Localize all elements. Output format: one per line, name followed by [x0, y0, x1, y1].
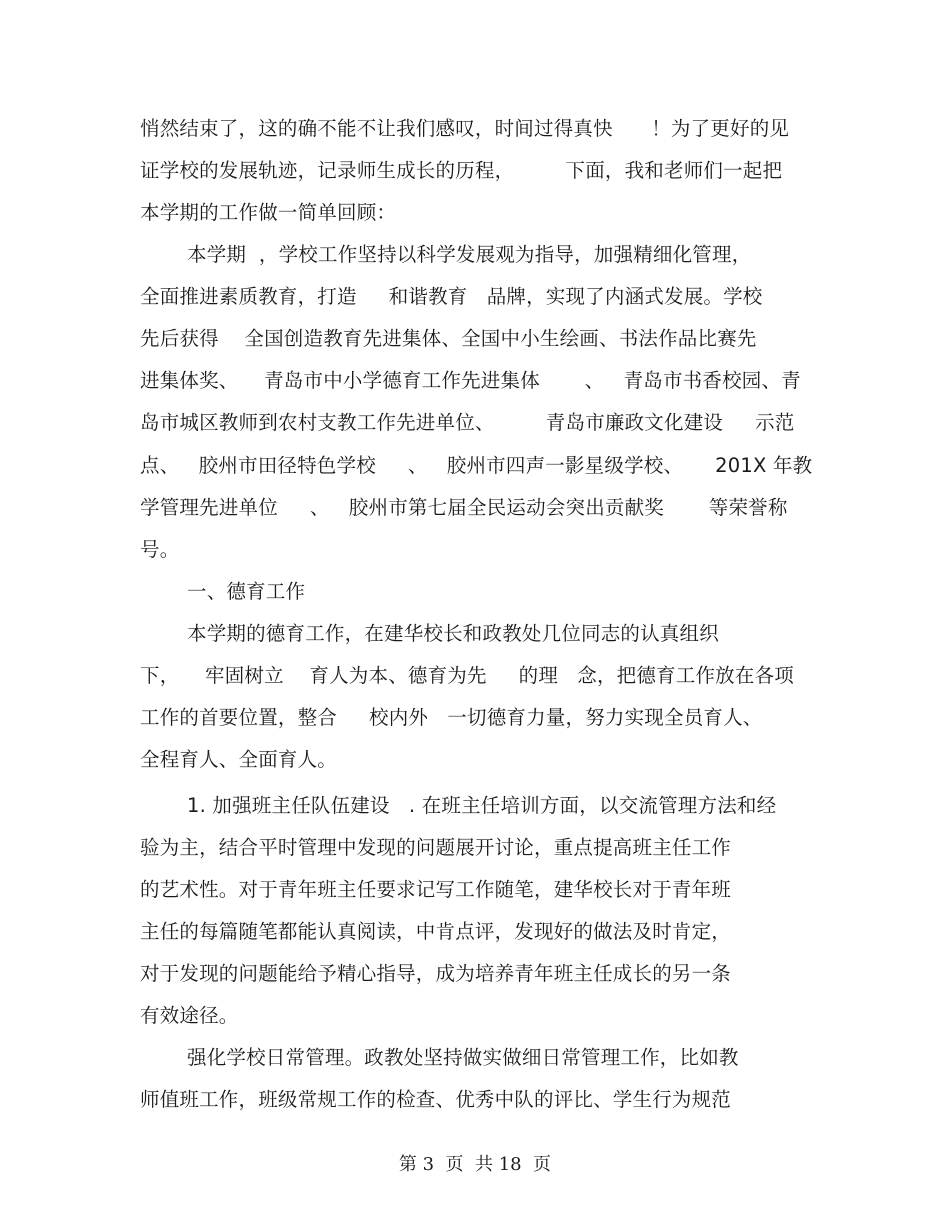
- text-line: 本学期的工作做一简单回顾：: [140, 201, 397, 224]
- text-line: 进集体奖、 青岛市中小学德育工作先进集体 、 青岛市书香校园、青: [140, 369, 801, 392]
- text-line: 先后获得 全国创造教育先进集体、全国中小生绘画、书法作品比赛先: [140, 327, 757, 350]
- text-line: 下， 牢固树立 育人为本、德育为先 的理 念，把德育工作放在各项: [140, 664, 794, 687]
- text-line: 证学校的发展轨迹，记录师生成长的历程， 下面，我和老师们一起把: [140, 159, 783, 182]
- text-line: 本学期 ，学校工作坚持以科学发展观为指导，加强精细化管理，: [187, 243, 752, 266]
- text-line: 岛市城区教师到农村支教工作先进单位、 青岛市廉政文化建设 示范: [140, 411, 795, 434]
- text-line: 工作的首要位置，整合 校内外 一切德育力量，努力实现全员育人、: [140, 706, 763, 729]
- text-line: 对于发现的问题能给予精心指导，成为培养青年班主任成长的另一条: [140, 962, 732, 985]
- text-line: 有效途径。: [140, 1004, 239, 1027]
- section-heading: 一、德育工作: [187, 580, 306, 603]
- text-line: 全面推进素质教育，打造 和谐教育 品牌，实现了内涵式发展。学校: [140, 285, 763, 308]
- text-line: 号。: [140, 538, 180, 561]
- page-number-footer: 第 3 页 共 18 页: [398, 1154, 552, 1175]
- text-line: 强化学校日常管理。政教处坚持做实做细日常管理工作，比如教: [187, 1046, 739, 1069]
- text-line: 主任的每篇随笔都能认真阅读，中肯点评，发现好的做法及时肯定，: [140, 920, 732, 943]
- text-line: 本学期的德育工作，在建华校长和政教处几位同志的认真组织: [187, 622, 719, 645]
- text-line: 的艺术性。对于青年班主任要求记写工作随笔，建华校长对于青年班: [140, 878, 732, 901]
- text-line: 师值班工作，班级常规工作的检查、优秀中队的评比、学生行为规范: [140, 1088, 732, 1111]
- text-line: 验为主，结合平时管理中发现的问题展开讨论，重点提高班主任工作: [140, 836, 732, 859]
- text-line: 悄然结束了，这的确不能不让我们感叹，时间过得真快 ！为了更好的见: [140, 117, 790, 140]
- text-line: 学管理先进单位 、 胶州市第七届全民运动会突出贡献奖 等荣誉称: [140, 496, 788, 519]
- text-line: 1. 加强班主任队伍建设 . 在班主任培训方面，以交流管理方法和经: [187, 794, 777, 817]
- text-line: 点、 胶州市田径特色学校 、 胶州市四声一影星级学校、 201X 年教: [140, 454, 813, 477]
- text-line: 全程育人、全面育人。: [140, 748, 338, 771]
